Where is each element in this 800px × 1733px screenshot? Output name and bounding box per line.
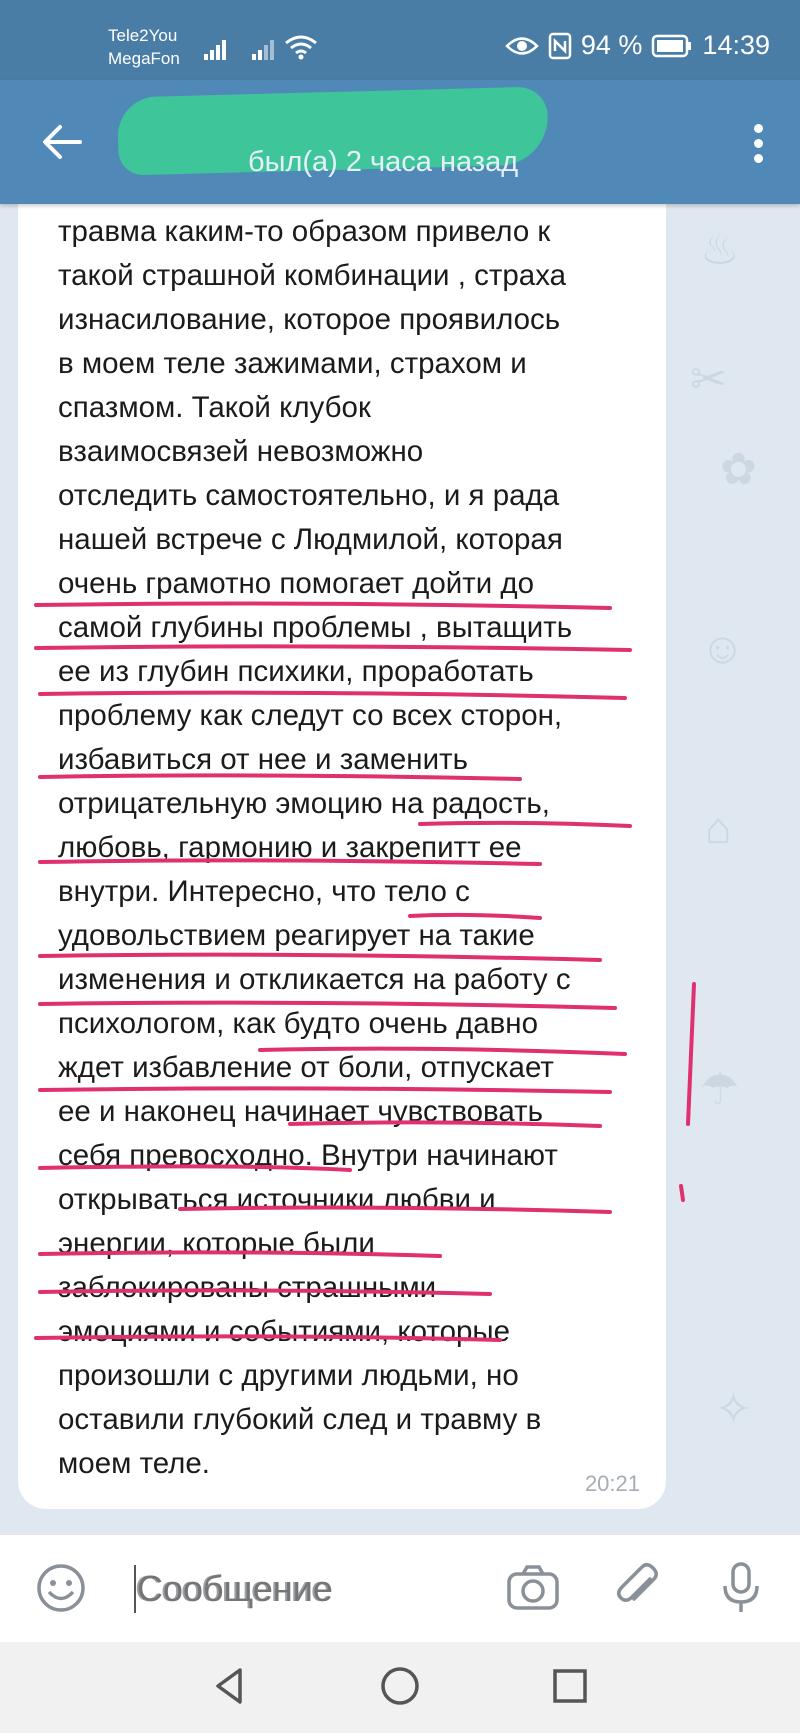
eye-icon (505, 35, 539, 57)
message-line: проблему как следут со всех сторон, (58, 699, 563, 732)
message-line: оставили глубокий след и травму в (58, 1403, 542, 1436)
wallpaper-doodle: ☺ (700, 624, 745, 673)
chat-area[interactable] (0, 204, 800, 1534)
message-line: изнасилование, которое проявилось (58, 303, 561, 336)
signal-2-icon (252, 38, 280, 60)
message-line: эмоциями и событиями, которые (58, 1315, 511, 1348)
message-text (58, 166, 668, 1486)
message-line: избавиться от нее и заменить (58, 743, 468, 776)
wifi-icon (284, 34, 318, 56)
message-line: взаимосвязей невозможно (58, 435, 424, 468)
arrow-left-icon[interactable] (40, 120, 84, 164)
more-vertical-icon[interactable] (754, 124, 766, 169)
message-line: спазмом. Такой клубок (58, 391, 371, 424)
chat-header (0, 80, 800, 204)
last-seen-status: был(а) 2 часа назад (248, 146, 519, 178)
microphone-icon[interactable] (714, 1561, 768, 1615)
message-line: нашей встрече с Людмилой, которая (58, 523, 563, 556)
message-placeholder: Сообщение (135, 1568, 331, 1609)
message-line: ждет избавление от боли, отпускает (58, 1051, 554, 1084)
message-line: удовольствием реагирует на такие (58, 919, 535, 952)
triangle-back-icon[interactable] (208, 1664, 252, 1708)
camera-icon[interactable] (506, 1561, 560, 1615)
message-line: моем теле. (58, 1447, 210, 1480)
battery-percent: 94 % (580, 30, 643, 60)
message-timestamp: 20:21 (584, 1471, 640, 1496)
message-line: психологом, как будто очень давно (58, 1007, 538, 1040)
message-line: внутри. Интересно, что тело с (58, 875, 470, 908)
message-line: травма каким-то образом привело к (58, 215, 551, 248)
carrier-2: MegaFon (108, 49, 180, 68)
message-line: произошли с другими людьми, но (58, 1359, 519, 1392)
message-input[interactable] (135, 1563, 489, 1615)
message-line: любовь, гармонию и закрепитт ее (58, 831, 522, 864)
message-line: очень грамотно помогает дойти до (58, 567, 535, 600)
message-line: открываться источники любви и (58, 1183, 496, 1216)
battery-icon (652, 35, 692, 57)
message-line: ее и наконец начинает чувствовать (58, 1095, 543, 1128)
message-line: ее из глубин психики, проработать (58, 655, 534, 688)
message-line: отследить самостоятельно, и я рада (58, 479, 560, 512)
emoji-icon[interactable] (34, 1561, 88, 1615)
nfc-icon (549, 33, 571, 59)
status-bar (0, 0, 800, 80)
message-line: самой глубины проблемы , вытащить (58, 611, 573, 644)
message-line: отрицательную эмоцию на радость, (58, 787, 550, 820)
message-line: в моем теле зажимами, страхом и (58, 347, 527, 380)
circle-home-icon[interactable] (378, 1664, 422, 1708)
wallpaper-doodle: ♨ (700, 225, 740, 274)
wallpaper-doodle: ✧ (715, 1385, 752, 1434)
message-line: энергии, которые были (58, 1227, 375, 1260)
wallpaper-doodle: ✂ (690, 355, 727, 404)
wallpaper-doodle: ✿ (720, 445, 757, 494)
paperclip-icon[interactable] (612, 1561, 666, 1615)
message-line: заблокированы страшными (58, 1271, 437, 1304)
message-bubble[interactable] (18, 184, 666, 1509)
status-right (505, 30, 770, 61)
message-line: изменения и откликается на работу с (58, 963, 571, 996)
message-line: себя превосходно. Внутри начинают (58, 1139, 558, 1172)
carrier-names (108, 24, 180, 70)
signal-1-icon (204, 38, 232, 60)
clock: 14:39 (702, 30, 770, 60)
system-nav-bar (0, 1642, 800, 1733)
carrier-1: Tele2You (108, 26, 178, 45)
wallpaper-doodle: ⌂ (705, 804, 732, 853)
square-recent-icon[interactable] (548, 1664, 592, 1708)
wallpaper-doodle: ☂ (700, 1065, 740, 1114)
message-input-bar (0, 1534, 800, 1643)
message-line: такой страшной комбинации , страха (58, 259, 567, 292)
